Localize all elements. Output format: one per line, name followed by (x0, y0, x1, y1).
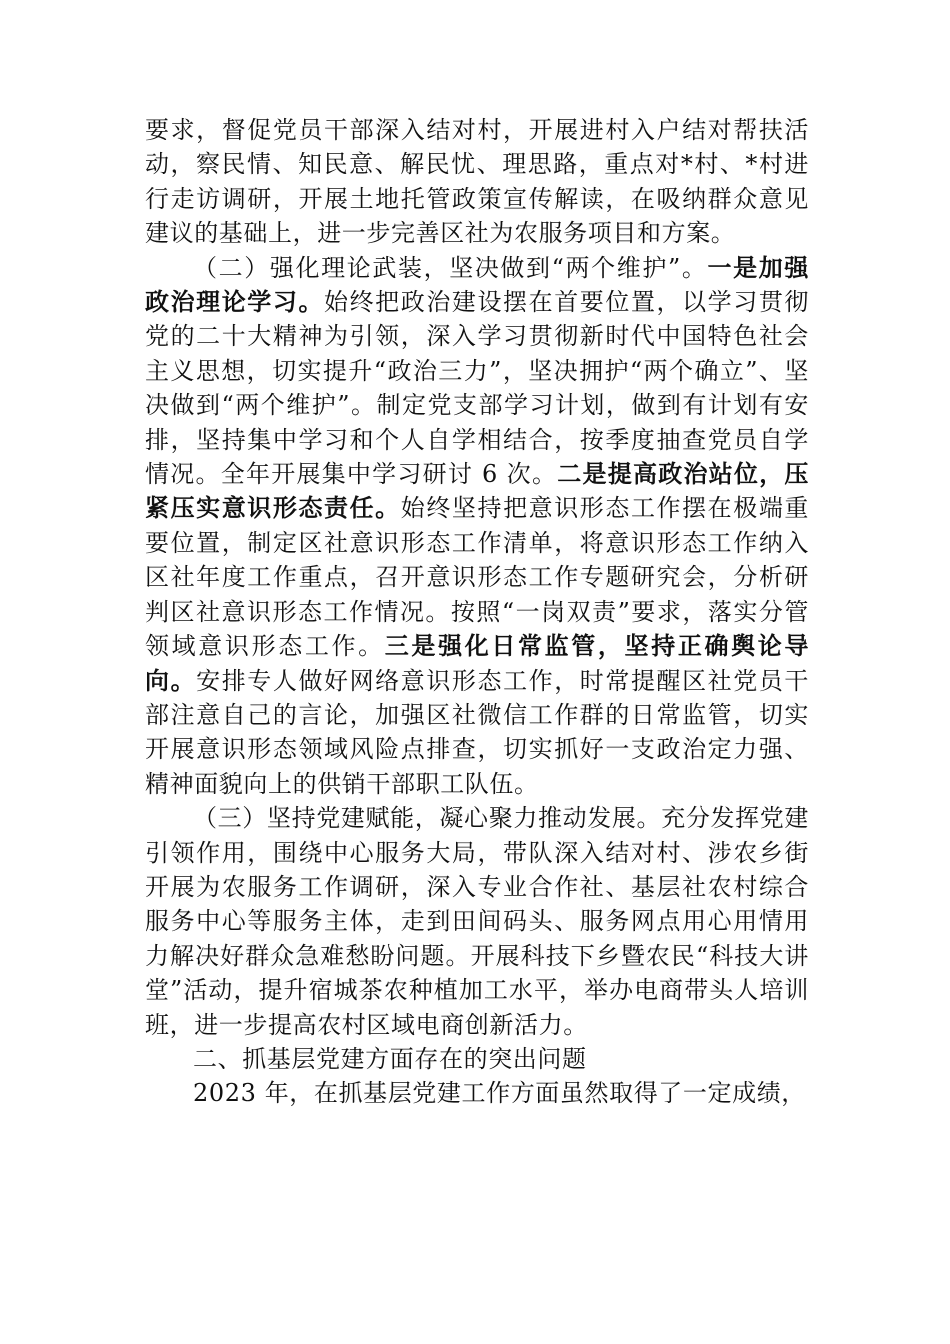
body-text-one: 始终把政治建设摆在首要位置，以学习贯彻党的二十大精神为引领，深入学习贯彻新时代中国特色社会主义思想，切实提升“政治三力”，坚决拥护“两个确立”、坚决做到“两个维护”。制定党支部学习计划，做到有计划有安排，坚持集中学习和个人自学相结合，按季度抽查党员自学情况。全年开展集中学习研讨 6 次。 (145, 288, 809, 489)
paragraph-theory (145, 251, 809, 802)
body-text-two: 始终坚持把意识形态工作摆在极端重要位置，制定区社意识形态工作清单，将意识形态工作纳入区社年度工作重点，召开意识形态工作专题研究会，分析研判区社意识形态工作情况。按照“一岗双责”要求，落实分管领域意识形态工作。 (145, 494, 809, 661)
paragraph-problems-intro: 2023 年，在抓基层党建工作方面虽然取得了一定成绩， (193, 1079, 806, 1108)
bold-lead-one: 一是加强政治理论学习。 (145, 253, 810, 317)
paragraph-outreach: 要求，督促党员干部深入结对村，开展进村入户结对帮扶活动，察民情、知民意、解民忧、理思路，重点对*村、*村进行走访调研，开展土地托管政策宣传解读，在吸纳群众意见建议的基础上，进一步完善区社为农服务项目和方案。 (145, 116, 809, 248)
bold-lead-two: 二是提高政治站位，压紧压实意识形态责任。 (145, 460, 810, 523)
section-heading-problems: 二、抓基层党建方面存在的突出问题 (193, 1044, 587, 1073)
body-text-three: 安排专人做好网络意识形态工作，时常提醒区社党员干部注意自己的言论，加强区社微信工作群的日常监管，切实开展意识形态领域风险点排查，切实抓好一支政治定力强、精神面貌向上的供销干部职工队伍。 (145, 666, 809, 798)
section-heading-theory: （二）强化理论武装，坚决做到“两个维护”。 (193, 253, 708, 282)
paragraph-development: （三）坚持党建赋能，凝心聚力推动发展。充分发挥党建引领作用，围绕中心服务大局，带队深入结对村、涉农乡街开展为农服务工作调研，深入专业合作社、基层社农村综合服务中心等服务主体，走到田间码头、服务网点用心用情用力解决好群众急难愁盼问题。开展科技下乡暨农民“科技大讲堂”活动，提升宿城茶农种植加工水平，举办电商带头人培训班，进一步提高农村区域电商创新活力。 (145, 804, 809, 1039)
document-body (145, 113, 809, 1111)
bold-lead-three: 三是强化日常监管，坚持正确舆论导向。 (145, 632, 809, 695)
